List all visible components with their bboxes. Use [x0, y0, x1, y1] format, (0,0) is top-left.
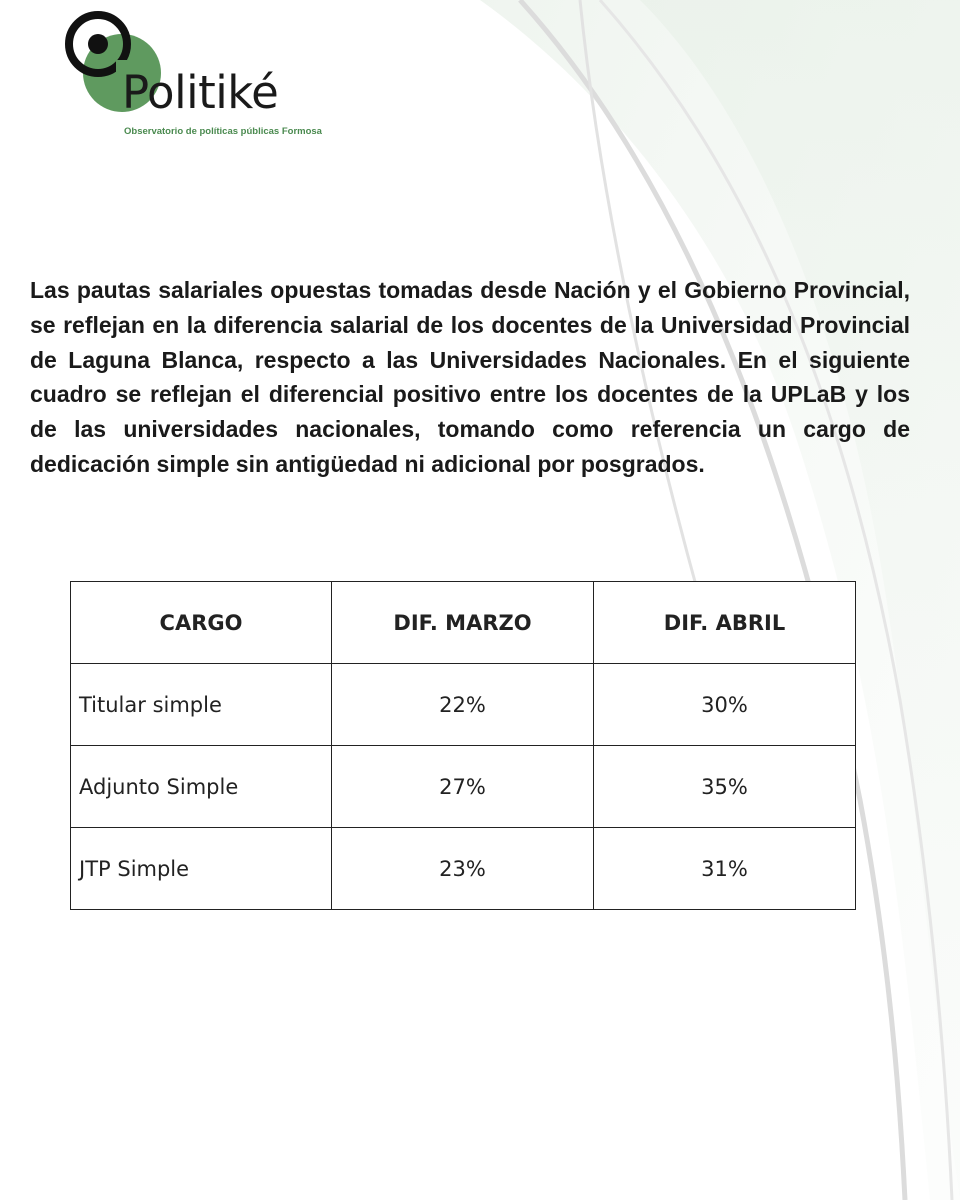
header-dif-abril: DIF. ABRIL	[594, 582, 856, 664]
cell-dif-abril: 31%	[594, 828, 856, 910]
header-dif-marzo: DIF. MARZO	[332, 582, 594, 664]
table-row	[71, 828, 856, 910]
cell-dif-marzo: 23%	[332, 828, 594, 910]
table-row	[71, 746, 856, 828]
header-cargo: CARGO	[71, 582, 332, 664]
logo-subtitle: Observatorio de políticas públicas Formosa	[124, 126, 322, 137]
cell-dif-abril: 35%	[594, 746, 856, 828]
cell-cargo: Adjunto Simple	[71, 746, 332, 828]
cell-cargo: JTP Simple	[71, 828, 332, 910]
logo-dot	[88, 34, 108, 54]
intro-paragraph: Las pautas salariales opuestas tomadas desde Nación y el Gobierno Provincial, se reflejan en la diferencia salarial de los docentes de la Universidad Provincial de Laguna Blanca, respecto a las Universidades Nacionales. En el siguiente cuadro se reflejan el diferencial positivo entre los docentes de la UPLaB y los de las universidades nacionales, tomando como referencia un cargo de dedicación simple sin antigüedad ni adicional por posgrados.	[30, 277, 910, 477]
cell-dif-marzo: 27%	[332, 746, 594, 828]
cell-cargo: Titular simple	[71, 664, 332, 746]
table-row	[71, 664, 856, 746]
table-header-row	[71, 582, 856, 664]
cell-dif-abril: 30%	[594, 664, 856, 746]
cell-dif-marzo: 22%	[332, 664, 594, 746]
politike-logo	[64, 10, 334, 140]
logo-wordmark: Politiké	[122, 66, 279, 119]
salary-difference-table	[70, 581, 856, 910]
